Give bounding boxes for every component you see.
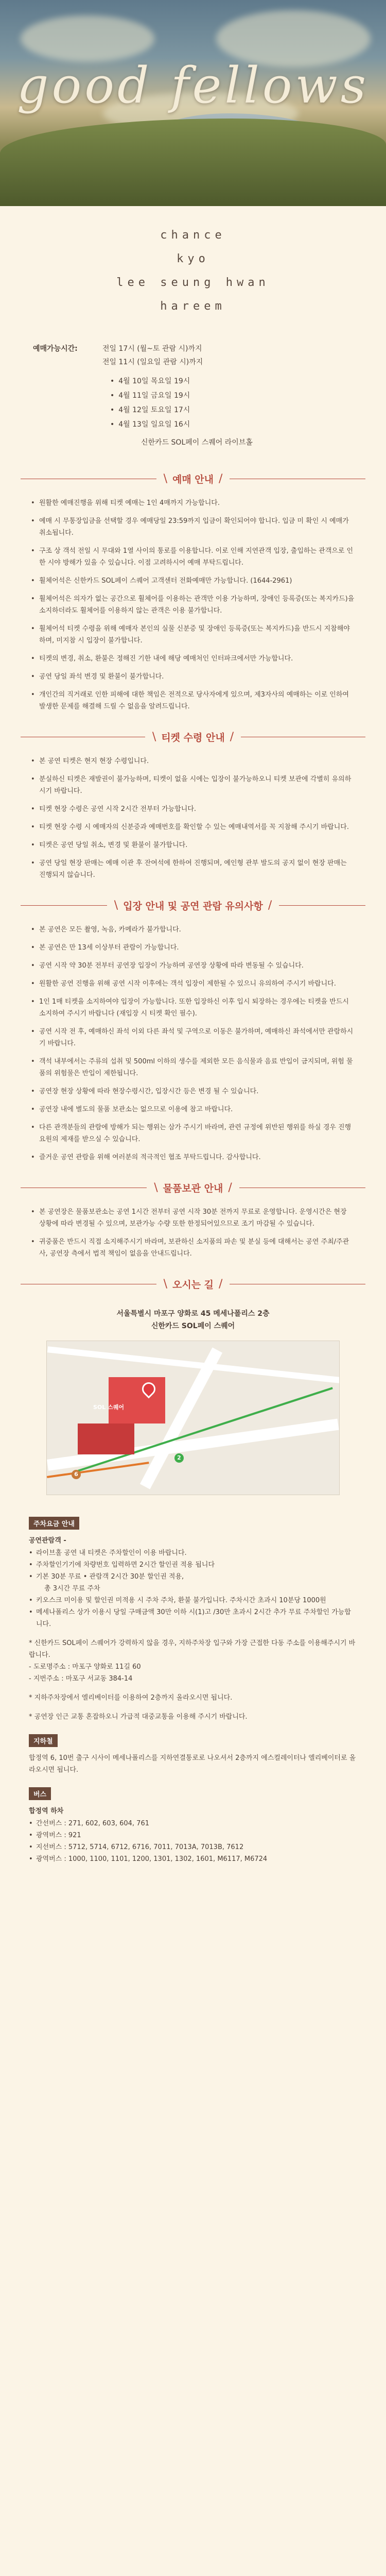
parking-item: 총 3시간 무료 주차 [44, 1585, 100, 1592]
section-header: \ 예매 안내 / [21, 472, 365, 486]
section-item: • 원활한 공연 진행을 위해 공연 시작 이후에는 객석 입장이 제한될 수 있으니 유의하여 주시기 바랍니다. [31, 978, 355, 990]
section-title: 예매 안내 [172, 474, 214, 485]
section-list [0, 924, 386, 1163]
section-item: • 객석 내부에서는 주류의 섭취 및 500ml 이하의 생수를 제외한 모든 음식물과 음료 반입이 금지되며, 위험 물품의 위험물은 반입이 제한됩니다. [31, 1056, 355, 1079]
section-item: • 구조 상 객석 전일 시 무대와 1열 사이의 통로를 이용합니다. 이로 인해 지연관객 입장, 출입하는 관객으로 인한 시야 방해가 있을 수 있습니다. 이점 고려하시어 예매 부탁드립니다. [31, 545, 355, 569]
bus-item: • 간선버스 : 271, 602, 603, 604, 761 [29, 1818, 357, 1829]
section-item: • 티켓은 공연 당일 취소, 변경 및 환불이 불가합니다. [31, 839, 355, 851]
section-list [0, 497, 386, 713]
address-line: 신한카드 SOL페이 스퀘어 [151, 1322, 235, 1330]
section-item: • 공연 당일 현장 판매는 예매 이관 후 잔여석에 한하여 진행되며, 예인형 관부 발도의 공지 없이 현장 판매는 진행되지 않습니다. [31, 857, 355, 881]
bus-item: • 광역버스 : 1000, 1100, 1101, 1200, 1301, 1302, 1601, M6117, M6724 [29, 1853, 357, 1865]
location-map[interactable] [46, 1341, 340, 1495]
section-list [0, 755, 386, 881]
subway-tag: 지하철 [29, 1734, 58, 1747]
parking-item: • 기본 30분 무료 • 관람객 2시간 30분 할인권 적용, [29, 1571, 357, 1583]
section-item: • 티켓 현장 수령 시 예매자의 신분증과 예매번호를 확인할 수 있는 예매내역서를 꼭 지참해 주시기 바랍니다. [31, 821, 355, 833]
credits [0, 206, 386, 332]
parking-item: • 주차할인기기에 차량번호 입력하면 2시간 할인권 적용 됩니다 [29, 1559, 357, 1571]
section-header: \ 입장 안내 및 공연 관람 유의사항 / [21, 899, 365, 912]
section-item: • 본 공연은 만 13세 이상부터 관람이 가능합니다. [31, 942, 355, 954]
show-item: • 4월 12일 토요일 17시 [110, 403, 353, 417]
notice-sections [0, 472, 386, 1260]
section-item: • 분실하신 티켓은 재발권이 불가능하며, 티켓이 없을 시에는 입장이 불가능하오니 티켓 보관에 각별히 유의하시기 바랍니다. [31, 773, 355, 797]
credit-name: kyo [177, 252, 209, 265]
credit-name: lee seung hwan [116, 276, 270, 289]
hero-title: good fellows [17, 57, 369, 114]
section-item: • 즐거운 공연 관람을 위해 여러분의 적극적인 협조 부탁드립니다. 감사합니다. [31, 1151, 355, 1163]
section-item: • 예매 시 무통장입금을 선택할 경우 예매당일 23:59까지 입금이 확인되어야 합니다. 입금 미 확인 시 예매가 취소됩니다. [31, 515, 355, 539]
section-item: • 1인 1매 티켓을 소지하여야 입장이 가능합니다. 또한 입장하신 이후 입시 퇴장하는 경우에는 티켓을 반드시 소지하여 주시기 바랍니다 (재입장 시 티켓 확인 필수). [31, 996, 355, 1020]
booking-period-label: 예매가능시간: [33, 345, 78, 353]
booking-info [0, 332, 386, 454]
section-item: • 귀중품은 반드시 직접 소지해주시기 바라며, 보관하신 소지품의 파손 및 분실 등에 대해서는 공연 주최/주관사, 공연장 측에서 법적 책임이 없음을 안내드립니다. [31, 1236, 355, 1260]
parking-note: - 지번주소 : 마포구 서교동 384-14 [29, 1675, 133, 1683]
section-item: • 개인간의 직거래로 인한 피해에 대한 책임은 전적으로 당사자에게 있으며, 제3자사의 예매하는 이로 인하여 발생한 문제를 해결해 드릴 수 없음을 알려드립니다. [31, 689, 355, 713]
section-title: 오시는 길 [172, 1279, 214, 1291]
show-list [110, 374, 353, 432]
section-item: • 공연장 내에 별도의 물품 보관소는 없으므로 이용에 참고 바랍니다. [31, 1104, 355, 1115]
bus-list [29, 1818, 357, 1865]
hero-banner [0, 0, 386, 206]
parking-item: • 메세나폴리스 상가 이용시 당일 구매금액 30만 이하 시(1)고 /30만 초과시 2시간 추가 무료 주차할인 가능합니다. [29, 1606, 357, 1630]
section-title: 티켓 수령 안내 [161, 732, 225, 743]
transport-info [0, 1495, 386, 1865]
bus-sub: 합정역 하차 [29, 1807, 64, 1815]
section-title: 입장 안내 및 공연 관람 유의사항 [123, 901, 263, 912]
parking-item: • 키오스크 미이용 및 할인권 미적용 시 주차 주차, 환불 불가입니다. 주차시간 초과시 10분당 1000원 [29, 1595, 357, 1606]
location-block [0, 1302, 386, 1495]
section-item: • 본 공연장은 물품보관소는 공연 1시간 전부터 공연 시작 30분 전까지 무료로 운영합니다. 운영시간은 현장 상황에 따라 변경될 수 있으며, 보관가능 수량 또한 한정되어있으므로 조기 마감될 수 있습니다. [31, 1206, 355, 1230]
section-item: • 공연 시작 전 후, 예매하신 좌석 이외 다른 좌석 및 구역으로 이동은 불가하며, 예매하신 좌석에서만 관람하시기 바랍니다. [31, 1026, 355, 1049]
section-header: \ 티켓 수령 안내 / [21, 730, 365, 744]
bus-item: • 지선버스 : 5712, 5714, 6712, 6716, 7011, 7013A, 7013B, 7612 [29, 1841, 357, 1853]
parking-list [29, 1547, 357, 1630]
bus-tag: 버스 [29, 1787, 51, 1800]
venue-note: 신한카드 SOL페이 스퀘어 라이브홀 [141, 438, 253, 447]
credit-name: hareem [160, 300, 226, 313]
parking-note: * 신한카드 SOL페이 스퀘어가 강력하지 않을 경우, 지하주차장 입구와 가장 근접한 다동 주소를 이용해주시기 바랍니다. [29, 1639, 356, 1659]
section-item: • 휠체어석은 신한카드 SOL페이 스퀘어 고객센터 전화예매만 가능합니다. (1644-2961) [31, 575, 355, 587]
address-line: 서울특별시 마포구 양화로 45 메세나폴리스 2층 [116, 1310, 270, 1318]
section-item: • 티켓 현장 수령은 공연 시작 2시간 전부터 가능합니다. [31, 803, 355, 815]
station-badge: 6 [72, 1470, 81, 1479]
section-item: • 본 공연 티켓은 현지 현장 수령입니다. [31, 755, 355, 767]
section-header: \ 물품보관 안내 / [21, 1181, 365, 1195]
parking-item: • 라이브홀 공연 내 티켓은 주차할인이 이용 바랍니다. [29, 1547, 357, 1559]
section-item: • 다른 관객분들의 관람에 방해가 되는 행위는 삼가 주시기 바라며, 관련 규정에 위반된 행위를 하실 경우 진행요원의 제재를 받으실 수 있습니다. [31, 1122, 355, 1145]
parking-note: * 지하주차장에서 엘리베이터를 이용하여 2층까지 올라오시면 됩니다. [29, 1694, 233, 1702]
section-item: • 휠체어석은 의자가 없는 공간으로 휠체어를 이용하는 관객만 이용 가능하며, 장애인 등록증(또는 복지카드)을 소지하더라도 휠체어를 이용하지 않는 관객은 이용 불가합니다. [31, 593, 355, 617]
parking-tag: 주차요금 안내 [29, 1517, 79, 1530]
section-item: • 본 공연은 모든 촬영, 녹음, 카메라가 불가합니다. [31, 924, 355, 936]
section-item: • 공연 당일 좌석 변경 및 환불이 불가합니다. [31, 671, 355, 683]
section-item: • 공연 시작 약 30분 전부터 공연장 입장이 가능하며 공연장 상황에 따라 변동될 수 있습니다. [31, 960, 355, 972]
section-title: 물품보관 안내 [163, 1183, 223, 1194]
booking-period-line: 전일 11시 (일요일 관람 시)까지 [102, 358, 203, 366]
subway-text: 합정역 6, 10번 출구 시사이 메세나폴리스를 지하연결통로로 나오셔서 2층까지 에스컬레이터나 엘리베이터로 올라오시면 됩니다. [29, 1754, 356, 1774]
section-item: • 공연장 현장 상황에 따라 현장수령시간, 입장시간 등은 변경 될 수 있습니다. [31, 1086, 355, 1097]
show-item: • 4월 10일 목요일 19시 [110, 374, 353, 388]
section-item: • 티켓의 변경, 취소, 환불은 정해진 기한 내에 해당 예매처인 인터파크에서만 가능합니다. [31, 653, 355, 665]
parking-sub: 공연관람객 - [29, 1537, 66, 1545]
bus-item: • 광역버스 : 921 [29, 1829, 357, 1841]
show-item: • 4월 11일 금요일 19시 [110, 388, 353, 403]
station-badge: 2 [174, 1453, 184, 1463]
section-item: • 원활한 예매진행을 위해 티켓 예매는 1인 4매까지 가능합니다. [31, 497, 355, 509]
section-list [0, 1206, 386, 1260]
parking-note: * 공연장 인근 교통 혼잡하오니 가급적 대중교통을 이용해 주시기 바랍니다. [29, 1713, 248, 1721]
section-item: • 휠체어석 티켓 수령을 위해 예매자 본인의 실물 신분증 및 장애인 등록증(또는 복지카드)을 반드시 지참해야 하며, 미지참 시 입장이 불가합니다. [31, 623, 355, 647]
parking-note: - 도로명주소 : 마포구 양화로 11길 60 [29, 1663, 141, 1671]
show-item: • 4월 13일 일요일 16시 [110, 417, 353, 432]
map-venue-label: SOL 스퀘어 [93, 1404, 124, 1411]
section-header-location: \ 오시는 길 / [21, 1277, 365, 1291]
credit-name: chance [160, 229, 226, 242]
booking-period-line: 전일 17시 (월~토 관람 시)까지 [102, 345, 202, 353]
